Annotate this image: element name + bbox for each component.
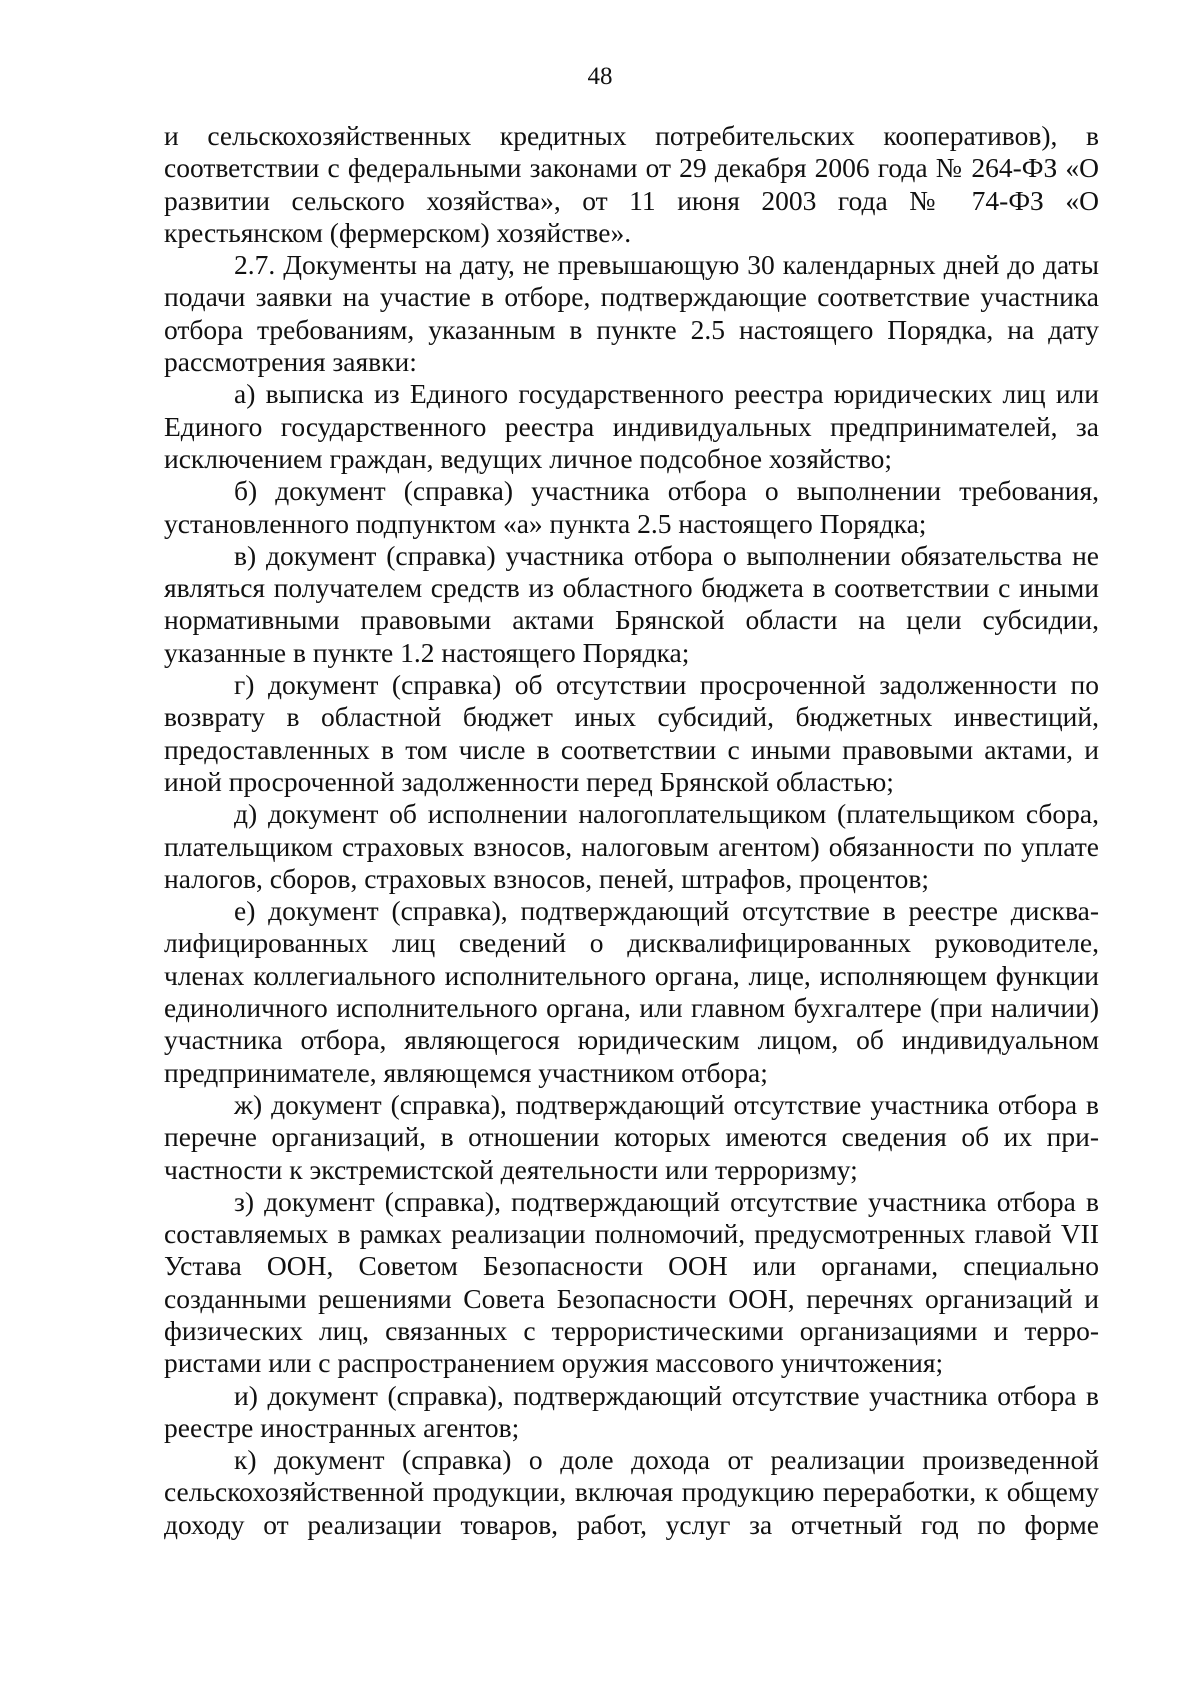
list-item-i: и) документ (справка), подтверждающий отсутствие участника отбора в реестре иностранных агентов; [164,1379,1099,1443]
paragraph-continuation: и сельскохозяйственных кредитных потребительских кооперативов), в соответствии с федеральными законами от 29 декабря 2006 года № 264-ФЗ «О развитии сельского хозяйства», от 11 июня 2003 года № 74-ФЗ «О крестьянском (фермерском) хозяйстве». [164,120,1099,248]
list-item-g: г) документ (справка) об отсутствии просроченной задолженности по возврату в областной бюджет иных субсидий, бюджетных инвестиций, предоставленных в том числе в соответствии с иными правовыми актами, и иной просроченной задолженности перед Брянской областью; [164,669,1099,797]
list-item-b: б) документ (справка) участника отбора о выполнении требования, установленного подпунктом «а» пункта 2.5 настоящего Порядка; [164,475,1099,539]
list-item-zh: ж) документ (справка), подтверждающий отсутствие участника отбора в перечне организаций, в отношении которых имеются сведения об их причастности к экстремистской деятельности или терроризму; [164,1088,1099,1185]
list-item-a: а) выписка из Единого государственного реестра юридических лиц или Единого государственного реестра индивидуальных предпринимателей, за исключением граждан, ведущих личное подсобное хозяйство; [164,378,1099,474]
document-body [164,120,1099,1541]
list-item-k: к) документ (справка) о доле дохода от реализации произведенной сельскохозяйственной продукции, включая продукцию переработки, к общему доходу от реализации товаров, работ, услуг за отчетный год по форме [164,1444,1099,1540]
list-item-d: д) документ об исполнении налогоплательщиком (плательщиком сбора, плательщиком страховых взносов, налоговым агентом) обязанности по уплате налогов, сборов, страховых взносов, пеней, штрафов, процентов; [164,798,1099,894]
list-item-z: з) документ (справка), подтверждающий отсутствие участника отбора в составляемых в рамках реализации полномочий, предусмотренных главой VII Устава ООН, Советом Безопасности ООН или органами, специально созданными решениями Совета Безопасности ООН, перечнях организаций и физических лиц, связанных с террористическими организациями и террористами или с распространением оружия массового уничтожения; [164,1185,1099,1379]
paragraph-2-7: 2.7. Документы на дату, не превышающую 30 календарных дней до даты подачи заявки на участие в отборе, подтверждающие соответствие участника отбора требованиям, указанным в пункте 2.5 настоящего Порядка, на дату рассмотрения заявки: [164,249,1099,378]
list-item-e: е) документ (справка), подтверждающий отсутствие в реестре дисквалифицированных лиц сведений о дисквалифицированных руководителе, членах коллегиального исполнительного органа, лице, исполняющем функции единоличного исполнительного органа, или главном бухгалтере (при наличии) участника отбора, являющегося юридическим лицом, об индивидуальном предпринимателе, являющемся участником отбора; [164,895,1099,1088]
page-number: 48 [587,63,613,90]
list-item-v: в) документ (справка) участника отбора о выполнении обязательства не являться получателем средств из областного бюджета в соответствии с иными нормативными правовыми актами Брянской области на цели субсидии, указанные в пункте 1.2 настоящего Порядка; [164,539,1099,668]
